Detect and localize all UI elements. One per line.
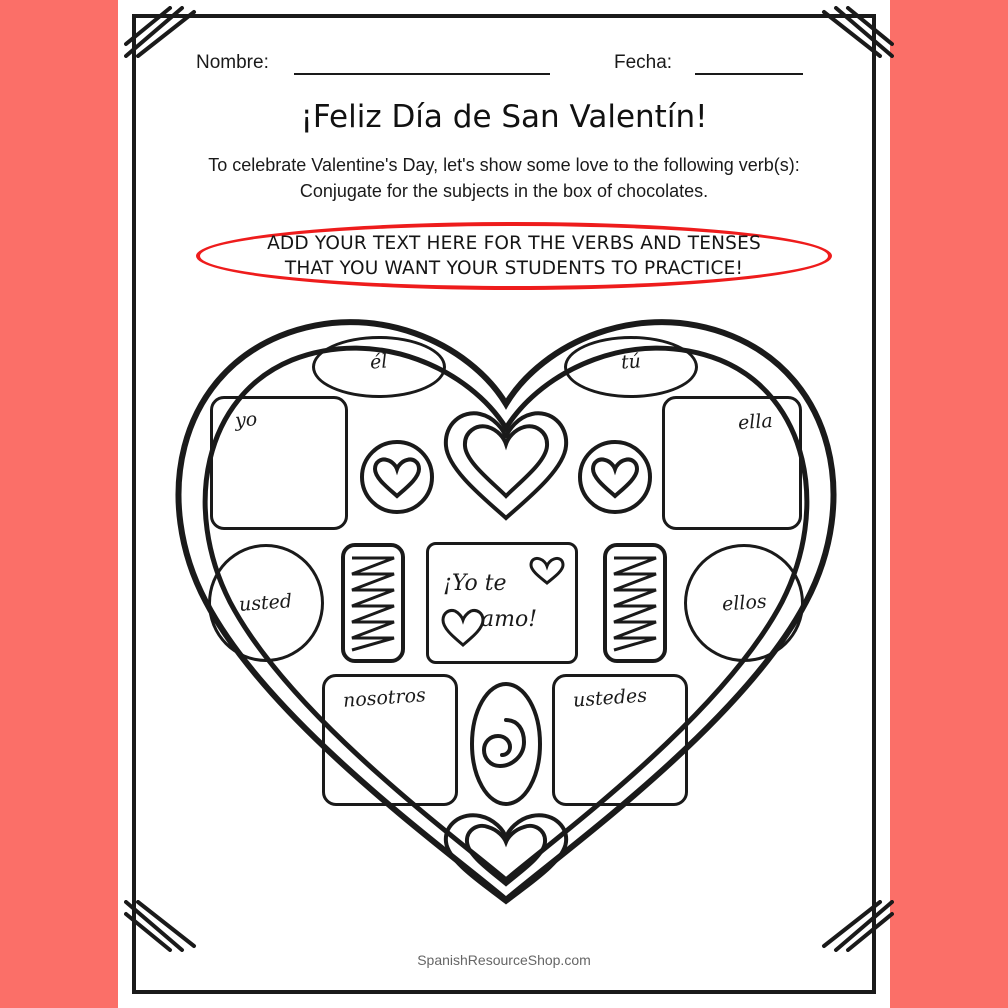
editable-note-line-1: ADD YOUR TEXT HERE FOR THE VERBS AND TENSES — [267, 233, 761, 254]
chocolate-striped-right[interactable] — [602, 542, 668, 664]
chocolate-label-yo: yo — [234, 408, 258, 432]
editable-note-text[interactable] — [196, 231, 832, 281]
chocolate-label-ella: ella — [737, 409, 774, 435]
editable-note-line-2: THAT YOU WANT YOUR STUDENTS TO PRACTICE! — [284, 258, 744, 279]
chocolate-usted[interactable] — [208, 544, 324, 662]
chocolate-label-tu: tú — [620, 350, 642, 374]
chocolate-ustedes[interactable] — [552, 674, 688, 806]
name-input-line[interactable] — [294, 73, 550, 75]
love-message-line-2: amo! — [481, 607, 538, 632]
chocolate-nosotros[interactable] — [322, 674, 458, 806]
name-label: Nombre: — [196, 52, 269, 73]
instructions-text: To celebrate Valentine's Day, let's show some love to the following verb(s): Conjugate for the subjects in the box of chocolates. — [208, 155, 800, 201]
watermark-text: SpanishResourceShop.com — [417, 952, 591, 968]
page-title: ¡Feliz Día de San Valentín! — [300, 99, 708, 135]
chocolate-heart-small-right[interactable] — [578, 440, 652, 514]
date-label: Fecha: — [614, 52, 673, 73]
chocolate-tu[interactable] — [564, 336, 698, 398]
chocolate-label-ellos: ellos — [720, 590, 768, 616]
chocolate-label-nosotros: nosotros — [342, 684, 427, 712]
chocolate-label-el: él — [369, 350, 389, 374]
chocolate-swirl[interactable] — [468, 680, 544, 808]
chocolate-el[interactable] — [312, 336, 446, 398]
chocolate-heart-bottom[interactable] — [438, 810, 574, 906]
chocolate-ella[interactable] — [662, 396, 802, 530]
chocolate-heart-large[interactable] — [438, 404, 574, 524]
chocolate-striped-left[interactable] — [340, 542, 406, 664]
love-message-line-1: ¡Yo te — [443, 571, 507, 596]
chocolate-yo[interactable] — [210, 396, 348, 530]
box-of-chocolates — [150, 292, 862, 912]
chocolate-love-message[interactable] — [426, 542, 578, 664]
date-input-line[interactable] — [695, 73, 803, 75]
chocolate-heart-small-left[interactable] — [360, 440, 434, 514]
chocolate-ellos[interactable] — [684, 544, 804, 662]
chocolate-label-ustedes: ustedes — [572, 684, 648, 712]
love-message-hearts-icon — [429, 545, 581, 667]
chocolate-label-usted: usted — [238, 590, 294, 616]
